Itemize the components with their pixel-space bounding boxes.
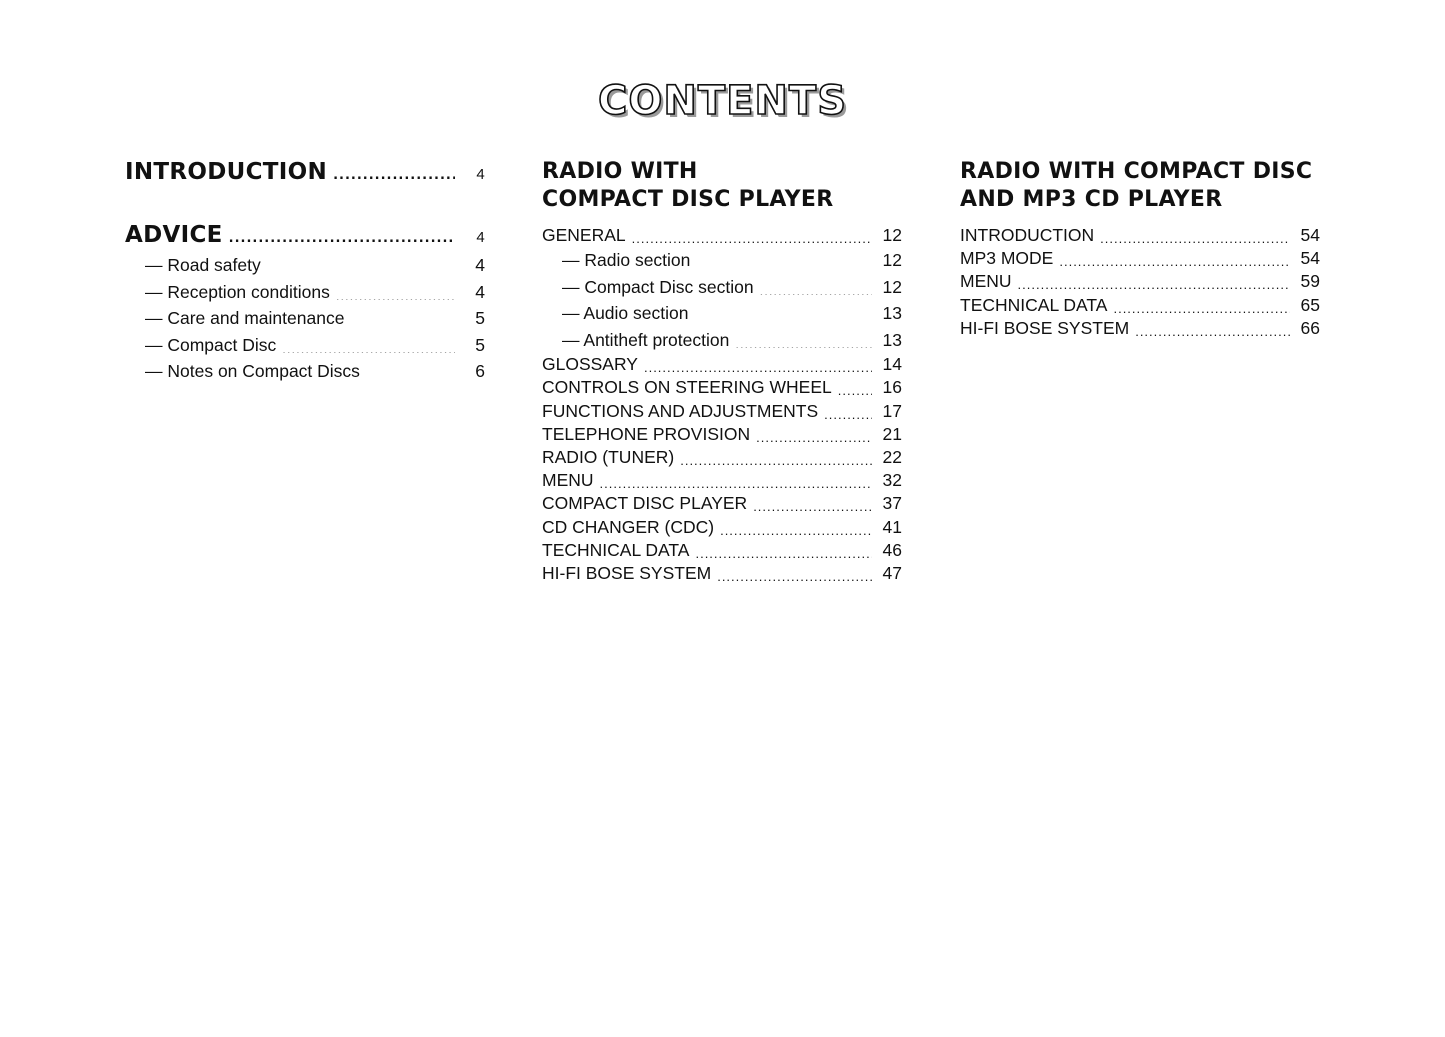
toc-page-number: 14	[882, 354, 902, 375]
toc-entry-radio-section[interactable]	[542, 247, 902, 274]
toc-page-number: 4	[476, 229, 485, 246]
leader-dots	[756, 425, 872, 443]
toc-page-number: 66	[1300, 317, 1320, 338]
leader-dots	[717, 564, 872, 582]
toc-label: MP3 MODE	[960, 248, 1054, 269]
leader-dots	[1059, 249, 1290, 267]
leader-dots	[1100, 226, 1290, 244]
leader-dots	[333, 158, 455, 181]
toc-entry-general[interactable]	[542, 224, 902, 247]
toc-entry-compact-disc[interactable]	[125, 332, 485, 359]
toc-label: GLOSSARY	[542, 354, 638, 375]
toc-column-introduction-advice	[125, 158, 485, 385]
toc-label: — Compact Disc	[145, 334, 277, 355]
leader-dots	[680, 448, 872, 466]
toc-page-number: 65	[1300, 294, 1320, 315]
section-heading-line: RADIO WITH COMPACT DISC	[960, 159, 1313, 184]
leader-dots	[336, 282, 455, 300]
toc-page-number: 17	[882, 400, 902, 421]
leader-dots	[1018, 272, 1290, 290]
toc-label: CONTROLS ON STEERING WHEEL	[542, 377, 832, 398]
toc-label: RADIO (TUNER)	[542, 447, 675, 468]
toc-entry-bose-system[interactable]	[542, 562, 902, 585]
leader-dots	[838, 378, 872, 396]
toc-page-number: 13	[882, 329, 902, 350]
toc-entry-reception-conditions[interactable]	[125, 279, 485, 306]
leader-dots	[600, 471, 872, 489]
toc-page-number: 32	[882, 470, 902, 491]
section-heading-radio-cd-mp3	[960, 158, 1320, 214]
leader-dots	[1135, 319, 1290, 337]
toc-label: — Audio section	[562, 303, 689, 324]
toc-entry-steering-controls[interactable]	[542, 376, 902, 399]
toc-page-number: 12	[882, 250, 902, 271]
toc-page-number: 4	[475, 281, 485, 302]
leader-dots	[694, 304, 872, 322]
toc-page-number: 47	[882, 563, 902, 584]
leader-dots	[753, 494, 872, 512]
toc-label: GENERAL	[542, 225, 626, 245]
toc-label: — Care and maintenance	[145, 308, 345, 328]
leader-dots	[644, 355, 872, 373]
toc-entry-care-maintenance[interactable]	[125, 305, 485, 332]
toc-entry-menu[interactable]	[542, 469, 902, 492]
toc-page-number: 54	[1300, 225, 1320, 245]
leader-dots	[735, 330, 872, 348]
toc-entry-technical-data[interactable]	[542, 539, 902, 562]
toc-label: — Reception conditions	[145, 281, 330, 302]
toc-label: TECHNICAL DATA	[960, 294, 1108, 315]
toc-label: MENU	[960, 271, 1012, 292]
toc-entry-telephone[interactable]	[542, 423, 902, 446]
toc-entry-cd-player[interactable]	[542, 492, 902, 515]
toc-page-number: 59	[1300, 271, 1320, 292]
toc-column-radio-cd-mp3	[960, 158, 1320, 340]
toc-entry-functions-adjustments[interactable]	[542, 400, 902, 423]
leader-dots	[696, 251, 872, 269]
leader-dots	[366, 362, 455, 380]
toc-entry-radio-tuner[interactable]	[542, 446, 902, 469]
toc-label: ADVICE	[125, 222, 223, 248]
toc-label: INTRODUCTION	[960, 225, 1095, 245]
toc-label: INTRODUCTION	[125, 159, 328, 185]
toc-page-number: 4	[476, 166, 485, 183]
toc-entry-audio-section[interactable]	[542, 300, 902, 327]
toc-entry-cd-changer[interactable]	[542, 516, 902, 539]
toc-label: HI-FI BOSE SYSTEM	[542, 563, 712, 584]
toc-entry-mp3-menu[interactable]	[960, 270, 1320, 293]
toc-entry-glossary[interactable]	[542, 353, 902, 376]
leader-dots	[760, 277, 872, 295]
section-heading-line: RADIO WITH	[542, 159, 698, 184]
toc-entry-introduction[interactable]	[125, 158, 485, 189]
toc-entry-mp3-introduction[interactable]	[960, 224, 1320, 247]
toc-label: TELEPHONE PROVISION	[542, 423, 751, 444]
toc-entry-mp3-mode[interactable]	[960, 247, 1320, 270]
toc-label: — Compact Disc section	[562, 276, 754, 297]
toc-label: FUNCTIONS AND ADJUSTMENTS	[542, 400, 819, 421]
leader-dots	[720, 518, 872, 536]
toc-page-number: 37	[882, 493, 902, 514]
section-heading-radio-cd	[542, 158, 902, 214]
leader-dots	[282, 335, 455, 353]
toc-page-number: 22	[882, 447, 902, 468]
leader-dots	[1113, 296, 1290, 314]
leader-dots	[229, 221, 455, 244]
toc-page-number: 12	[882, 225, 902, 245]
leader-dots	[267, 256, 455, 274]
toc-label: — Road safety	[145, 255, 261, 275]
toc-entry-mp3-technical-data[interactable]	[960, 294, 1320, 317]
toc-page-number: 12	[882, 276, 902, 297]
leader-dots	[695, 541, 872, 559]
toc-entry-mp3-bose-system[interactable]	[960, 317, 1320, 340]
toc-page-number: 46	[882, 539, 902, 560]
toc-label: HI-FI BOSE SYSTEM	[960, 317, 1130, 338]
toc-entry-advice[interactable]	[125, 221, 485, 252]
toc-label: — Radio section	[562, 250, 691, 271]
toc-page-number: 16	[882, 377, 902, 398]
toc-label: MENU	[542, 470, 594, 491]
leader-dots	[824, 402, 872, 420]
toc-label: TECHNICAL DATA	[542, 539, 690, 560]
toc-page-number: 13	[882, 303, 902, 324]
section-heading-line: COMPACT DISC PLAYER	[542, 187, 834, 212]
toc-entry-antitheft[interactable]	[542, 327, 902, 354]
toc-page-number: 5	[475, 308, 485, 328]
toc-page-number: 6	[475, 361, 485, 381]
toc-page-number: 5	[475, 334, 485, 355]
toc-page-number: 21	[882, 423, 902, 444]
toc-column-radio-cd	[542, 158, 902, 585]
toc-label: — Notes on Compact Discs	[145, 361, 360, 381]
toc-page-number: 41	[882, 516, 902, 537]
toc-entry-notes-compact-discs[interactable]	[125, 358, 485, 385]
toc-page-number: 4	[475, 255, 485, 275]
leader-dots	[632, 226, 872, 244]
toc-label: — Antitheft protection	[562, 329, 730, 350]
toc-page-number: 54	[1300, 248, 1320, 269]
page-title: CONTENTS	[597, 78, 847, 124]
section-heading-line: AND MP3 CD PLAYER	[960, 187, 1223, 212]
leader-dots	[350, 309, 455, 327]
toc-label: COMPACT DISC PLAYER	[542, 493, 748, 514]
toc-entry-road-safety[interactable]	[125, 252, 485, 279]
toc-label: CD CHANGER (CDC)	[542, 516, 715, 537]
toc-entry-cd-section[interactable]	[542, 274, 902, 301]
